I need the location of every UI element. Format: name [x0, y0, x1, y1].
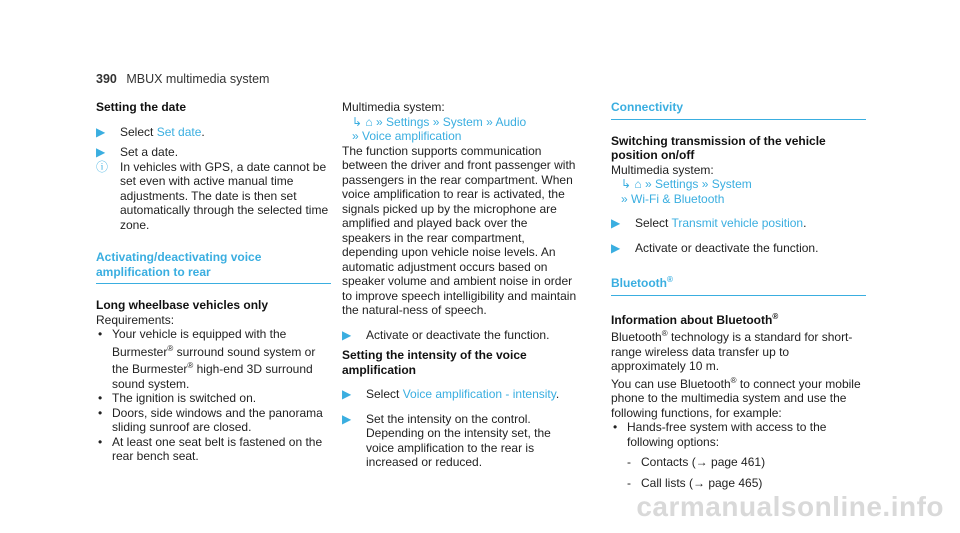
- chevron-right-icon: »: [376, 114, 383, 129]
- step-select-intensity: ▶ Select Voice amplification - intensity.: [342, 387, 560, 401]
- switching-transmission-heading: Switching transmission of the vehicle position on/off: [611, 133, 826, 162]
- chevron-right-icon: »: [486, 114, 493, 129]
- step-select-transmit: ▶ Select Transmit vehicle position.: [611, 216, 807, 230]
- nav-settings[interactable]: Settings: [386, 114, 430, 129]
- path-label: Multimedia system:: [611, 162, 714, 177]
- step-arrow-icon: ▶: [96, 124, 106, 139]
- home-icon: ⌂: [634, 177, 642, 191]
- step-arrow-icon: ▶: [611, 216, 621, 230]
- step-activate-function: ▶ Activate or deactivate the function.: [611, 240, 819, 255]
- chevron-right-icon: »: [701, 177, 709, 191]
- info-note: ⓘ In vehicles with GPS, a date cannot be set even with active manual time adjustments. The date is then set automatically through the selected time zone.: [96, 159, 329, 232]
- path-label: Multimedia system:: [342, 100, 445, 114]
- bullet-icon: •: [98, 391, 103, 405]
- list-item: • The ignition is switched on.: [98, 391, 257, 405]
- long-wheelbase-heading: Long wheelbase vehicles only: [96, 298, 269, 312]
- connectivity-section-title: Connectivity: [611, 100, 866, 120]
- step-set-date: ▶ Set a date.: [96, 145, 179, 159]
- call-lists-page-ref: Call lists (→ page 465): [641, 475, 763, 490]
- setting-date-heading: Setting the date: [96, 100, 187, 114]
- nav-audio[interactable]: Audio: [495, 114, 527, 129]
- step-activate-function: ▶ Activate or deactivate the function.: [342, 327, 550, 342]
- requirements-label: Requirements:: [96, 312, 175, 327]
- return-arrow-icon: ↳: [352, 114, 363, 129]
- navigation-path: [342, 115, 577, 144]
- step-set-intensity: ▶ Set the intensity on the control. Depending on the intensity set, the voice amplification to the rear is increased or reduced.: [342, 411, 551, 469]
- page-number: 390: [96, 72, 117, 86]
- bluetooth-section-title: Bluetooth®: [611, 273, 866, 296]
- step-arrow-icon: ▶: [342, 327, 352, 342]
- set-date-link[interactable]: Set date: [156, 124, 202, 139]
- column-left: [96, 100, 331, 464]
- intensity-heading: Setting the intensity of the voice amplification: [342, 348, 527, 377]
- nav-voice-amplification[interactable]: Voice amplification: [362, 129, 462, 143]
- bullet-icon: •: [98, 434, 103, 449]
- step-arrow-icon: ▶: [96, 145, 106, 159]
- column-middle: [342, 100, 577, 470]
- nav-wifi-bluetooth[interactable]: Wi-Fi & Bluetooth: [631, 191, 725, 206]
- sub-list-item: - Call lists (→ page 465): [627, 475, 763, 490]
- list-item: • Your vehicle is equipped with the Burmester® surround sound system or the Burmester® high-end 3D surround sound system.: [98, 327, 316, 391]
- step-select-set-date: ▶ Select Set date.: [96, 124, 205, 139]
- sub-list-item: - Contacts (→ page 461): [627, 455, 766, 469]
- chevron-right-icon: »: [645, 177, 652, 191]
- nav-settings[interactable]: Settings: [655, 177, 699, 191]
- chevron-right-icon: »: [621, 191, 628, 206]
- chevron-right-icon: »: [352, 129, 359, 143]
- bullet-icon: •: [98, 327, 103, 341]
- bluetooth-info-heading: Information about Bluetooth®: [611, 311, 779, 327]
- list-item: • Hands-free system with access to the following options:: [613, 420, 827, 449]
- contacts-page-ref: Contacts (→ page 461): [641, 455, 766, 469]
- list-item: • At least one seat belt is fastened on the rear bench seat.: [98, 434, 323, 463]
- bullet-icon: •: [613, 420, 618, 434]
- navigation-path: [611, 177, 866, 206]
- voice-amplification-intensity-link[interactable]: Voice amplification - intensity: [402, 387, 556, 401]
- home-icon: ⌂: [365, 114, 373, 129]
- info-icon: ⓘ: [96, 159, 109, 174]
- bullet-icon: •: [98, 405, 103, 420]
- voice-amplification-section-title: Activating/deactivating voice amplification to rear: [96, 250, 331, 284]
- page-header: [96, 72, 269, 86]
- function-description: The function supports communication between the driver and front passenger with passengers in the rear compartment. When voice amplification to rear is activated, the signals picked up by the microphone are amplified and played back over the speakers in the rear compartment, depending upon vehicle noise levels. An automatic adjustment occurs based on speaker volume and ambient noise in order to improve speech intelligibility and maintain the natural-ness of speech.: [342, 143, 577, 317]
- nav-system[interactable]: System: [711, 177, 752, 191]
- transmit-vehicle-position-link[interactable]: Transmit vehicle position: [671, 216, 804, 230]
- bluetooth-paragraph-2: You can use Bluetooth® to connect your mobile phone to the multimedia system and use the following functions, for example:: [611, 375, 861, 420]
- return-arrow-icon: ↳: [621, 177, 632, 191]
- column-right: [611, 100, 866, 490]
- step-arrow-icon: ▶: [342, 411, 352, 426]
- nav-system[interactable]: System: [442, 114, 483, 129]
- page-header-title: MBUX multimedia system: [126, 72, 270, 86]
- list-item: • Doors, side windows and the panorama sliding sunroof are closed.: [98, 405, 323, 434]
- chevron-right-icon: »: [432, 114, 440, 129]
- watermark: carmanualsonline.info: [636, 491, 944, 522]
- step-arrow-icon: ▶: [611, 240, 621, 255]
- bluetooth-paragraph-1: Bluetooth® technology is a standard for short-range wireless data transfer up to approximately 10 m.: [611, 329, 853, 373]
- step-arrow-icon: ▶: [342, 387, 352, 401]
